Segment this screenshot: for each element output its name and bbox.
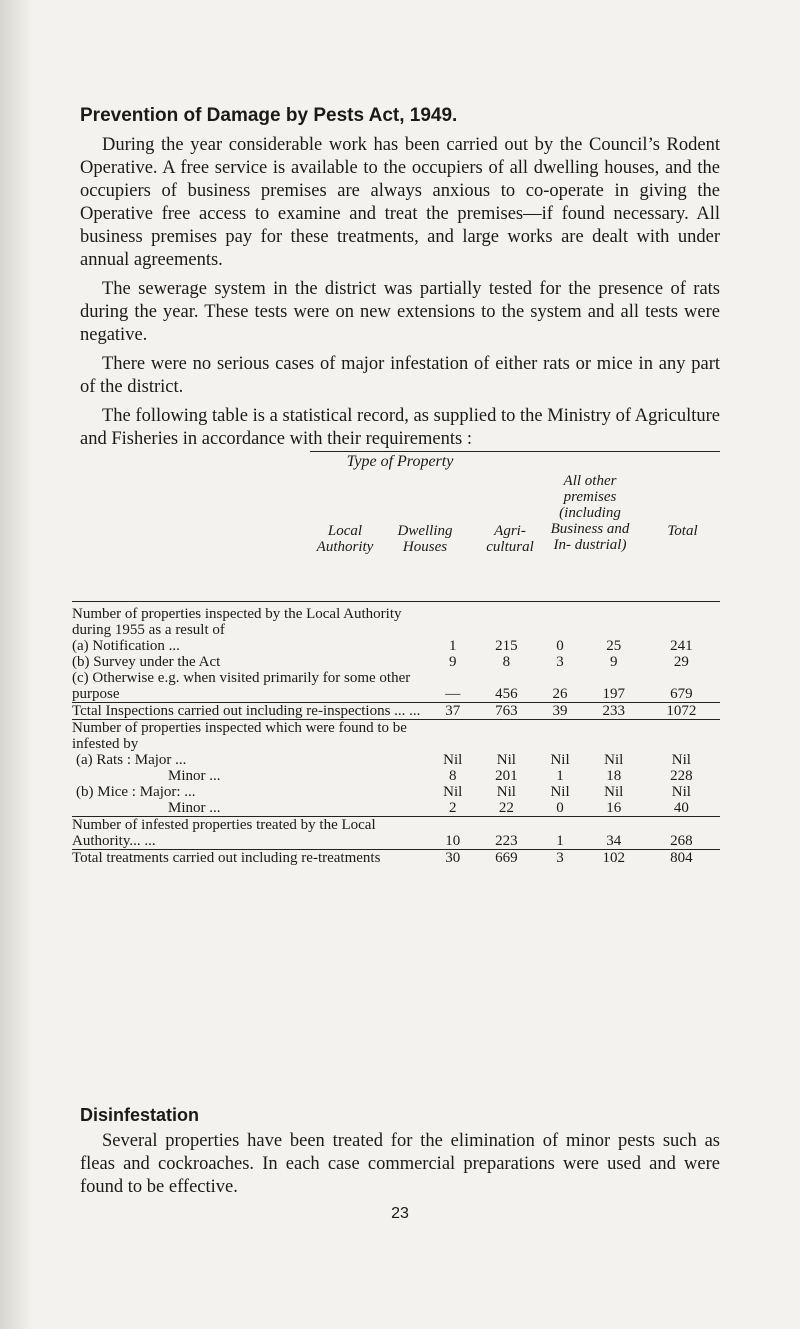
cell-other: 233 — [585, 703, 643, 720]
table-row — [72, 720, 720, 753]
row-label: Number of properties inspected which were found to be infested by — [72, 720, 428, 753]
cell-total: Nil — [671, 784, 691, 800]
disinfestation-title: Disinfestation — [80, 1105, 200, 1125]
cell-dwelling: 215 — [495, 638, 518, 654]
row-label: Tctal Inspections carried out including re-inspections ... ... — [72, 703, 428, 720]
cell-dwelling: 8 — [502, 654, 511, 670]
cell-agricultural: 3 — [535, 850, 584, 867]
statistics-table — [72, 601, 720, 866]
cell-local: 1 — [448, 638, 457, 654]
cell-local: 30 — [428, 850, 477, 867]
cell-local: 10 — [428, 817, 477, 850]
cell-other: 18 — [606, 768, 622, 784]
table-row — [72, 752, 720, 768]
cell-other: Nil — [604, 752, 624, 768]
cell-agricultural: Nil — [550, 752, 570, 768]
cell-total: 1072 — [643, 703, 720, 720]
disinfestation-section — [80, 1105, 720, 1199]
disinfestation-paragraph: Several properties have been treated for the elimination of minor pests such as fleas and cockroaches. In each case commercial preparations were used and were found to be effective. — [80, 1131, 720, 1197]
cell-agricultural: 0 — [556, 800, 564, 816]
row-label: Number of infested properties treated by the Local Authority... ... — [72, 817, 428, 850]
cell-other: 197 — [602, 686, 625, 702]
col-header-local: Local Authority — [316, 523, 374, 555]
table-row — [72, 602, 720, 639]
row-label: Minor ... — [168, 768, 221, 784]
table-row — [72, 654, 720, 670]
cell-dwelling: 669 — [477, 850, 535, 867]
cell-total: 29 — [673, 654, 689, 670]
cell-local: 9 — [448, 654, 457, 670]
page-title: Prevention of Damage by Pests Act, 1949. — [80, 105, 458, 126]
cell-agricultural: 3 — [556, 654, 564, 670]
page-edge-shadow — [0, 0, 34, 1329]
table-row — [72, 850, 720, 867]
cell-local: — — [445, 686, 461, 702]
row-label: Minor ... — [168, 800, 221, 816]
row-label: (b) Mice : Major: ... — [76, 784, 196, 800]
table-row — [72, 800, 720, 817]
cell-other: 16 — [606, 800, 622, 816]
cell-other: 9 — [609, 654, 618, 670]
cell-agricultural: 1 — [535, 817, 584, 850]
cell-total: Nil — [671, 752, 691, 768]
table-row — [72, 670, 720, 703]
cell-total: 268 — [643, 817, 720, 850]
row-label: Total treatments carried out including re-treatments — [72, 850, 428, 867]
cell-dwelling: 456 — [495, 686, 518, 702]
cell-other: 102 — [585, 850, 643, 867]
row-label: Number of properties inspected by the Local Authority during 1955 as a result of — [72, 602, 428, 639]
cell-other: Nil — [604, 784, 624, 800]
cell-local: Nil — [443, 752, 463, 768]
cell-other: 34 — [585, 817, 643, 850]
cell-agricultural: 1 — [556, 768, 564, 784]
cell-local: Nil — [443, 784, 463, 800]
cell-total: 679 — [670, 686, 693, 702]
table-row — [72, 784, 720, 800]
cell-agricultural: 26 — [552, 686, 568, 702]
cell-local: 8 — [448, 768, 457, 784]
group-header: Type of Property — [346, 453, 454, 470]
col-header-agricultural: Agri- cultural — [486, 523, 534, 555]
paragraph-2: The sewerage system in the district was partially tested for the presence of rats during the year. These tests were on new extensions to the system and all tests were negative. — [80, 279, 720, 345]
cell-total: 40 — [673, 800, 689, 816]
col-header-dwelling: Dwelling Houses — [397, 523, 453, 555]
cell-total: 228 — [670, 768, 693, 784]
cell-agricultural: Nil — [550, 784, 570, 800]
paragraph-4: The following table is a statistical record, as supplied to the Ministry of Agriculture and Fisheries in accordance with their requirements : — [80, 406, 720, 449]
statistics-table-section — [72, 451, 720, 1101]
table-top-rule — [310, 451, 720, 452]
cell-dwelling: 763 — [477, 703, 535, 720]
cell-total: 241 — [670, 638, 693, 654]
col-header-other: All other premises (including Business and In- dustrial) — [550, 473, 630, 553]
paragraph-1: During the year considerable work has been carried out by the Council’s Rodent Operative. A free service is available to the occupiers of all dwelling houses, and the occupiers of business premises are always anxious to co-operate in giving the Operative free access to examine and treat the premises—if found necessary. All business premises pay for these treatments, and large works are dealt with under annual agreements. — [80, 135, 720, 270]
row-label: (a) Rats : Major ... — [76, 752, 187, 768]
table-row — [72, 638, 720, 654]
cell-other: 25 — [606, 638, 622, 654]
cell-dwelling: Nil — [496, 752, 516, 768]
cell-total: 804 — [643, 850, 720, 867]
cell-dwelling: 22 — [498, 800, 514, 816]
cell-agricultural: 39 — [535, 703, 584, 720]
row-label: (c) Otherwise e.g. when visited primarily for some other purpose — [72, 670, 411, 702]
document-page — [72, 104, 720, 1223]
cell-dwelling: 223 — [477, 817, 535, 850]
row-label: (a) Notification ... — [72, 638, 180, 654]
page-number: 23 — [391, 1205, 409, 1222]
row-label: (b) Survey under the Act — [72, 654, 221, 670]
table-row — [72, 703, 720, 720]
paragraph-3: There were no serious cases of major infestation of either rats or mice in any part of the district. — [80, 354, 720, 397]
cell-agricultural: 0 — [556, 638, 564, 654]
cell-dwelling: Nil — [496, 784, 516, 800]
cell-dwelling: 201 — [495, 768, 518, 784]
col-header-total: Total — [667, 523, 698, 539]
cell-local: 37 — [428, 703, 477, 720]
table-row — [72, 768, 720, 784]
table-row — [72, 817, 720, 850]
cell-local: 2 — [448, 800, 457, 816]
